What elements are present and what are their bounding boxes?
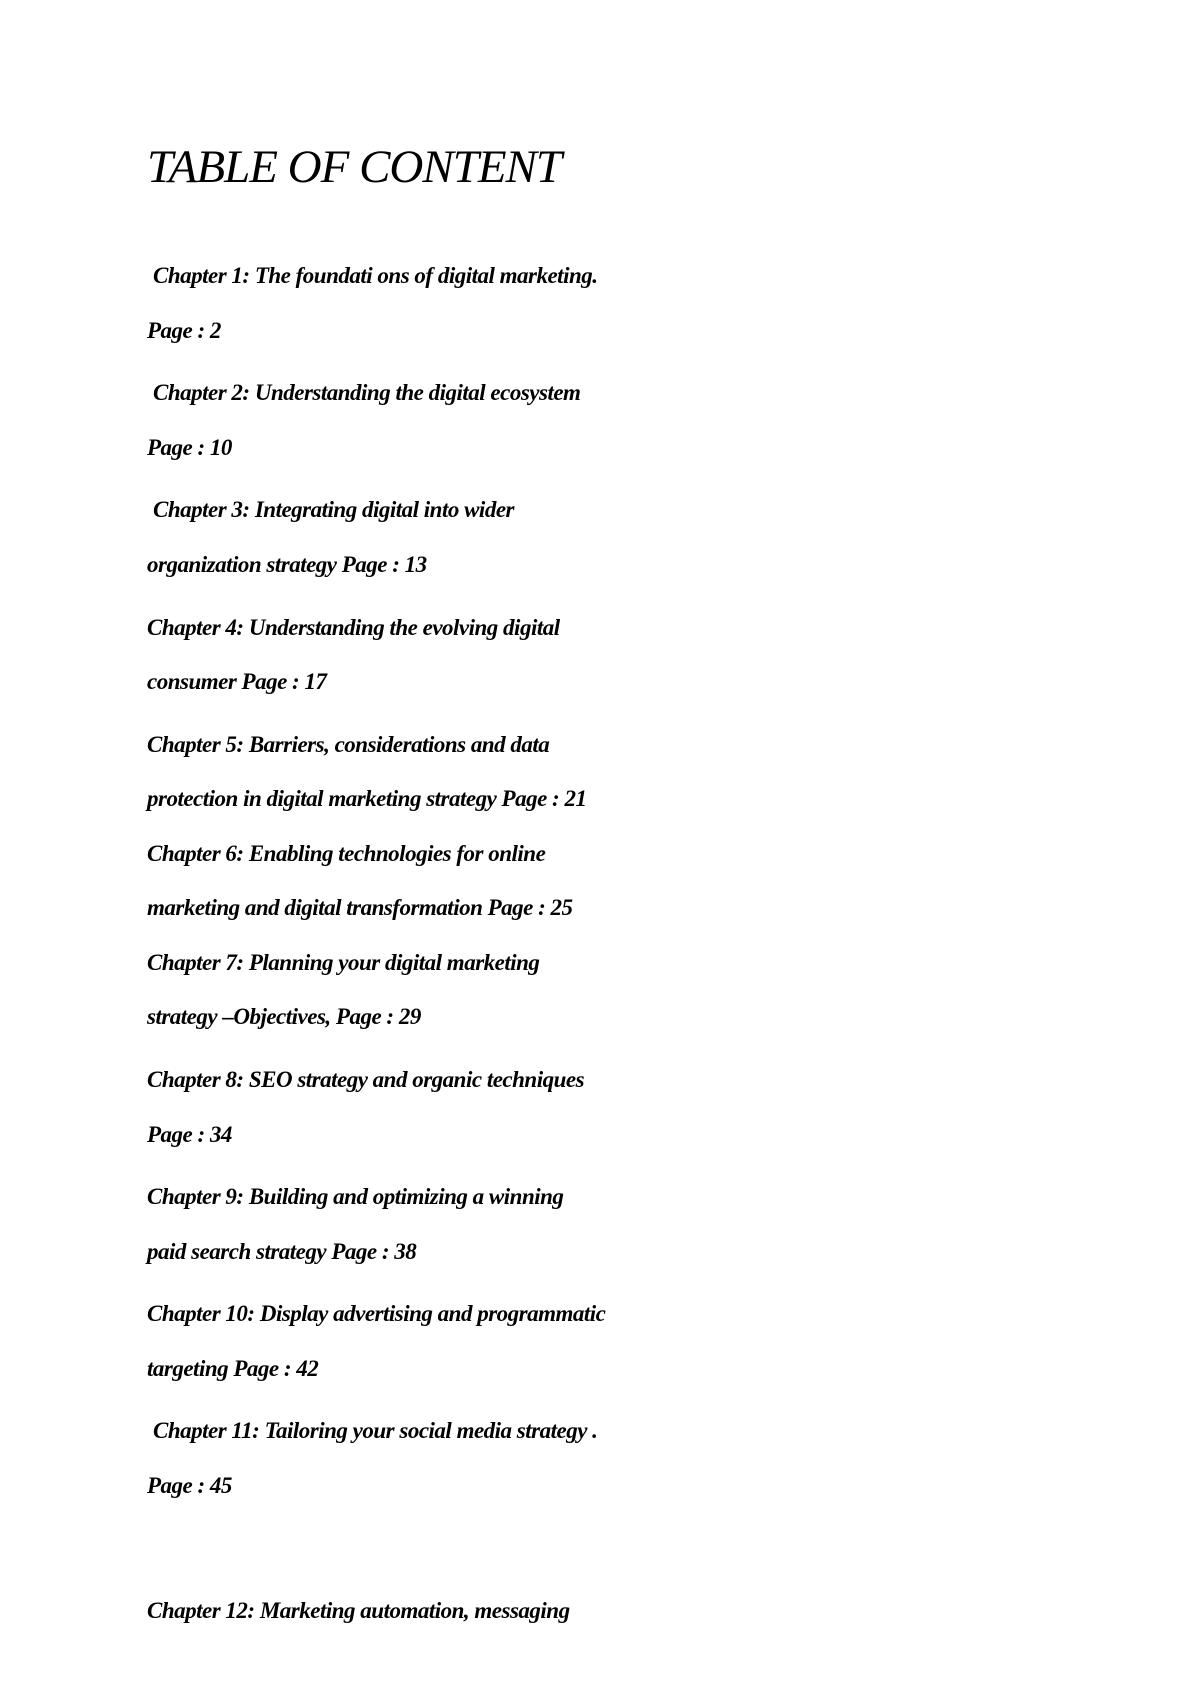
toc-line-chapter-10: Chapter 10: Display advertising and programmatic: [147, 1301, 606, 1326]
toc-line-chapter-7: Chapter 7: Planning your digital marketing: [147, 950, 540, 975]
toc-line-chapter-1: Chapter 1: The foundati ons of digital marketing.: [153, 263, 598, 288]
toc-line-chapter-3: Chapter 3: Integrating digital into wider: [153, 497, 514, 522]
toc-line-chapter-6: Chapter 6: Enabling technologies for online: [147, 841, 546, 866]
page-title: TABLE OF CONTENT: [147, 141, 562, 193]
toc-line-chapter-5-cont: protection in digital marketing strategy Page : 21: [147, 786, 587, 811]
toc-line-chapter-6-cont: marketing and digital transformation Page : 25: [147, 895, 573, 920]
toc-line-chapter-7-cont: strategy –Objectives, Page : 29: [147, 1004, 421, 1029]
toc-line-chapter-4: Chapter 4: Understanding the evolving digital: [147, 615, 560, 640]
toc-line-page-10: Page : 10: [147, 435, 232, 460]
toc-line-page-2: Page : 2: [147, 318, 221, 343]
toc-line-page-45: Page : 45: [147, 1473, 232, 1498]
toc-line-chapter-2: Chapter 2: Understanding the digital ecosystem: [153, 380, 581, 405]
toc-line-chapter-9: Chapter 9: Building and optimizing a winning: [147, 1184, 564, 1209]
toc-line-page-34: Page : 34: [147, 1122, 232, 1147]
toc-line-chapter-10-cont: targeting Page : 42: [147, 1356, 319, 1381]
toc-line-chapter-5: Chapter 5: Barriers, considerations and data: [147, 732, 550, 757]
toc-line-chapter-4-cont: consumer Page : 17: [147, 669, 327, 694]
toc-line-chapter-8: Chapter 8: SEO strategy and organic techniques: [147, 1067, 585, 1092]
toc-line-chapter-12: Chapter 12: Marketing automation, messaging: [147, 1598, 570, 1623]
toc-line-chapter-11: Chapter 11: Tailoring your social media strategy .: [153, 1418, 598, 1443]
toc-line-chapter-9-cont: paid search strategy Page : 38: [147, 1239, 417, 1264]
toc-line-chapter-3-cont: organization strategy Page : 13: [147, 552, 427, 577]
